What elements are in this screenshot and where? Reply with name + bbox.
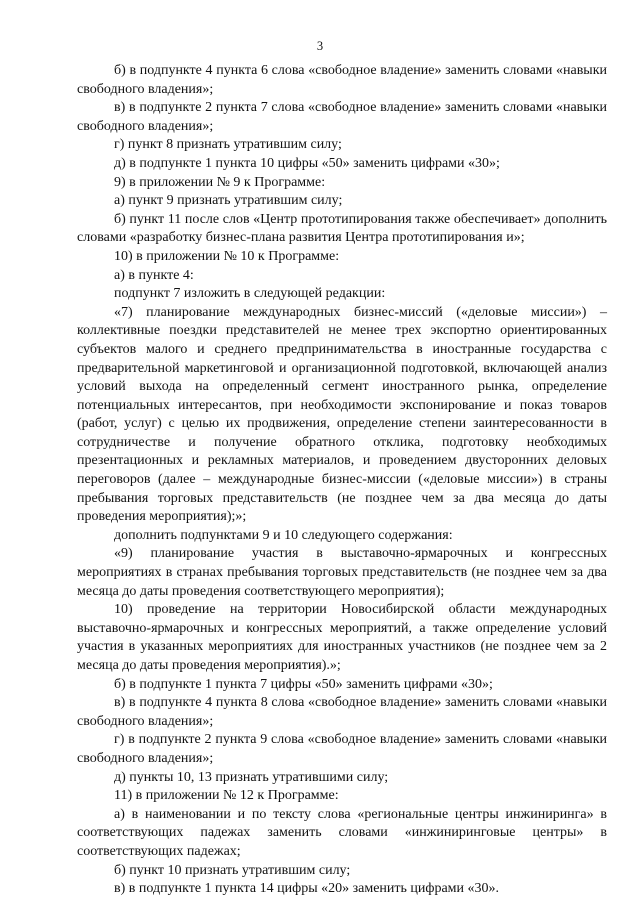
paragraph: д) пункты 10, 13 признать утратившими силу; [114,769,389,785]
paragraph: а) в пункте 4: [114,267,194,283]
paragraph: б) пункт 10 признать утратившим силу; [114,862,351,878]
paragraph: в) в подпункте 2 пункта 7 слова «свободное владение» заменить словами «навыки свободного владения»; [77,100,607,134]
paragraph: в) в подпункте 1 пункта 14 цифры «20» заменить цифрами «30». [114,881,500,897]
paragraph: «7) планирование международных бизнес-миссий («деловые миссии») – коллективные поездки представителей не менее трех экспортно ориентированных субъектов малого и среднего предпринимательства в иностранные государства с предварительной маркетинговой и организационной подготовкой, включающей анализ условий выхода на определенный сегмент иностранного рынка, определение потенциальных интересантов, при необходимости экспонирование и показ товаров (работ, услуг) с целью их продвижения, определение степени заинтересованности в сотрудничестве и получение обратного отклика, подготовку необходимых презентационных и рекламных материалов, и проведением двусторонних деловых переговоров (далее – международные бизнес-миссии («деловые миссии») в страны пребывания торговых представительств (не позднее чем за два месяца до даты проведения мероприятия);»; [77,304,607,525]
paragraph: д) в подпункте 1 пункта 10 цифры «50» заменить цифрами «30»; [114,155,500,171]
paragraph: дополнить подпунктами 9 и 10 следующего содержания: [114,527,453,543]
paragraph: подпункт 7 изложить в следующей редакции: [114,286,386,302]
paragraph: 9) в приложении № 9 к Программе: [114,174,326,190]
paragraph: г) в подпункте 2 пункта 9 слова «свободное владение» заменить словами «навыки свободного владения»; [77,732,607,766]
paragraph: б) пункт 11 после слов «Центр прототипирования также обеспечивает» дополнить словами «разработку бизнес-плана развития Центра прототипирования и»; [77,211,607,246]
paragraph: 11) в приложении № 12 к Программе: [114,788,339,804]
paragraph: б) в подпункте 4 пункта 6 слова «свободное владение» заменить словами «навыки свободного владения»; [77,63,607,97]
paragraph: 10) проведение на территории Новосибирской области международных выставочно-ярмарочных и конгрессных мероприятий, а также определение условий участия в указанных мероприятиях для иностранных участников (не позднее чем за 2 месяца до даты проведения мероприятия).»; [77,602,607,673]
paragraph: г) пункт 8 признать утратившим силу; [114,137,342,153]
paragraph: б) в подпункте 1 пункта 7 цифры «50» заменить цифрами «30»; [114,676,493,692]
paragraph: а) пункт 9 признать утратившим силу; [114,193,343,209]
document-body [77,62,607,899]
paragraph: в) в подпункте 4 пункта 8 слова «свободное владение» заменить словами «навыки свободного владения»; [77,695,607,729]
page-number: 3 [316,39,324,53]
paragraph: «9) планирование участия в выставочно-ярмарочных и конгрессных мероприятиях в странах пребывания торговых представительств (не позднее чем за два месяца до даты проведения соответствующего мероприятия); [77,546,607,599]
paragraph: а) в наименовании и по тексту слова «региональные центры инжиниринга» в соответствующих падежах заменить словами «инжиниринговые центры» в соответствующих падежах; [77,806,607,859]
paragraph: 10) в приложении № 10 к Программе: [114,248,340,264]
